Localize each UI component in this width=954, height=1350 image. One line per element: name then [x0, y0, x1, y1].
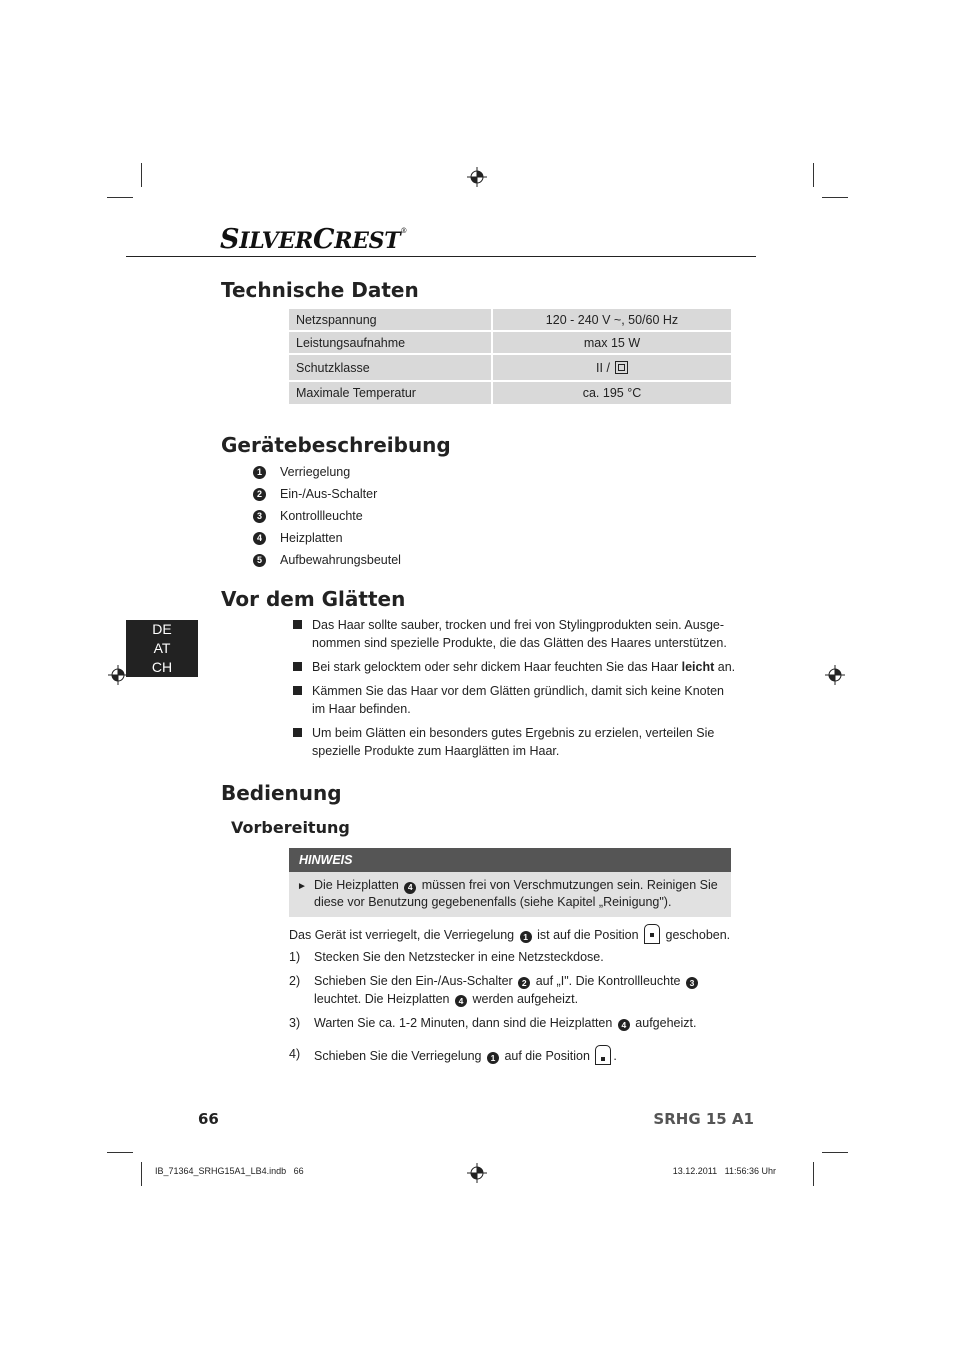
language-ch: CH — [151, 659, 173, 675]
language-de: DE — [152, 621, 172, 637]
crop-mark — [813, 1162, 814, 1186]
step-item: 2) Schieben Sie den Ein-/Aus-Schalter 2 auf „I". Die Kontrollleuchte 3 leuchtet. Die Heizplatten 4 werden aufgeheizt. — [289, 972, 744, 1008]
spec-row — [289, 382, 731, 404]
square-bullet-icon — [293, 686, 302, 695]
registration-mark-icon — [108, 665, 128, 685]
part-label: Ein-/Aus-Schalter — [280, 487, 378, 501]
spec-row — [289, 355, 731, 380]
list-item — [253, 461, 401, 483]
spec-value: max 15 W — [493, 332, 731, 353]
step-item: 1) Stecken Sie den Netzstecker in eine Netzsteckdose. — [289, 950, 604, 964]
list-item: Kämmen Sie das Haar vor dem Glätten gründlich, damit sich keine Knoten im Haar befinden. — [292, 682, 737, 718]
print-slug-date: 13.12.2011 11:56:36 Uhr — [672, 1166, 776, 1176]
section-heading-geraetebeschreibung: Gerätebeschreibung — [221, 433, 451, 457]
spec-value: II / — [596, 360, 610, 375]
crop-mark — [813, 163, 814, 187]
section-heading-bedienung: Bedienung — [221, 781, 342, 805]
lock-position-closed-icon — [644, 924, 660, 944]
note-title: HINWEIS — [289, 848, 731, 872]
arrow-right-icon: ► — [297, 881, 307, 892]
part-label: Kontrollleuchte — [280, 509, 363, 523]
square-bullet-icon — [293, 620, 302, 629]
list-item: Das Haar sollte sauber, trocken und frei von Stylingprodukten sein. Ausge-nommen sind spezielle Produkte, die das Glätten des Haares unterstützen. — [292, 616, 737, 652]
print-slug-file: IB_71364_SRHG15A1_LB4.indb 66 — [155, 1166, 304, 1176]
list-item — [253, 483, 401, 505]
language-at: AT — [153, 640, 171, 656]
part-label: Aufbewahrungsbeutel — [280, 553, 401, 567]
page-number: 66 — [198, 1110, 219, 1128]
number-badge: 3 — [253, 510, 266, 523]
intro-text: Das Gerät ist verriegelt, die Verriegelung 1 ist auf die Position geschoben. — [289, 924, 749, 944]
spec-value: ca. 195 °C — [493, 382, 731, 404]
number-badge: 5 — [253, 554, 266, 567]
step-item: 4) Schieben Sie die Verriegelung 1 auf die Position . — [289, 1047, 617, 1063]
number-badge: 1 — [520, 931, 532, 943]
list-item — [253, 505, 401, 527]
number-badge: 4 — [455, 995, 467, 1007]
number-badge: 4 — [404, 882, 416, 894]
note-body: ► Die Heizplatten 4 müssen frei von Verschmutzungen sein. Reinigen Sie diese vor Benutzung gegebenenfalls (siehe Kapitel „Reinigung"). — [289, 872, 731, 917]
number-badge: 3 — [686, 977, 698, 989]
parts-list — [253, 461, 401, 571]
crop-mark — [822, 197, 848, 198]
spec-label: Netzspannung — [289, 309, 491, 330]
number-badge: 1 — [487, 1052, 499, 1064]
subheading-vorbereitung: Vorbereitung — [231, 818, 350, 837]
lock-position-open-icon — [595, 1045, 611, 1065]
spec-value: 120 - 240 V ~, 50/60 Hz — [493, 309, 731, 330]
bullet-list — [292, 616, 737, 766]
crop-mark — [107, 1152, 133, 1153]
number-badge: 2 — [518, 977, 530, 989]
note-box — [289, 848, 731, 917]
section-heading-technische-daten: Technische Daten — [221, 278, 419, 302]
double-insulation-icon — [615, 361, 628, 374]
square-bullet-icon — [293, 728, 302, 737]
spec-row — [289, 309, 731, 330]
model-number: SRHG 15 A1 — [653, 1110, 754, 1128]
list-item — [253, 549, 401, 571]
spec-row — [289, 332, 731, 353]
crop-mark — [141, 1162, 142, 1186]
crop-mark — [107, 197, 133, 198]
crop-mark — [141, 163, 142, 187]
list-item — [253, 527, 401, 549]
brand-logo: SILVERCREST® — [220, 224, 408, 255]
spec-label: Maximale Temperatur — [289, 382, 491, 404]
language-tab — [126, 620, 198, 677]
list-item: Um beim Glätten ein besonders gutes Ergebnis zu erzielen, verteilen Sie spezielle Produkte zum Haarglätten im Haar. — [292, 724, 737, 760]
section-heading-vor-dem-glaetten: Vor dem Glätten — [221, 587, 406, 611]
registration-mark-icon — [825, 665, 845, 685]
number-badge: 4 — [618, 1019, 630, 1031]
step-item: 3) Warten Sie ca. 1-2 Minuten, dann sind die Heizplatten 4 aufgeheizt. — [289, 1016, 697, 1030]
spec-label: Schutzklasse — [289, 355, 491, 380]
number-badge: 2 — [253, 488, 266, 501]
header-rule — [126, 256, 756, 257]
spec-value-cell — [493, 355, 731, 380]
registration-mark-icon — [467, 1163, 487, 1183]
spec-label: Leistungsaufnahme — [289, 332, 491, 353]
square-bullet-icon — [293, 662, 302, 671]
number-badge: 4 — [253, 532, 266, 545]
registration-mark-icon — [467, 167, 487, 187]
number-badge: 1 — [253, 466, 266, 479]
part-label: Heizplatten — [280, 531, 343, 545]
crop-mark — [822, 1152, 848, 1153]
spec-table — [289, 309, 731, 406]
list-item: Bei stark gelocktem oder sehr dickem Haar feuchten Sie das Haar leicht an. — [292, 658, 737, 676]
part-label: Verriegelung — [280, 465, 351, 479]
